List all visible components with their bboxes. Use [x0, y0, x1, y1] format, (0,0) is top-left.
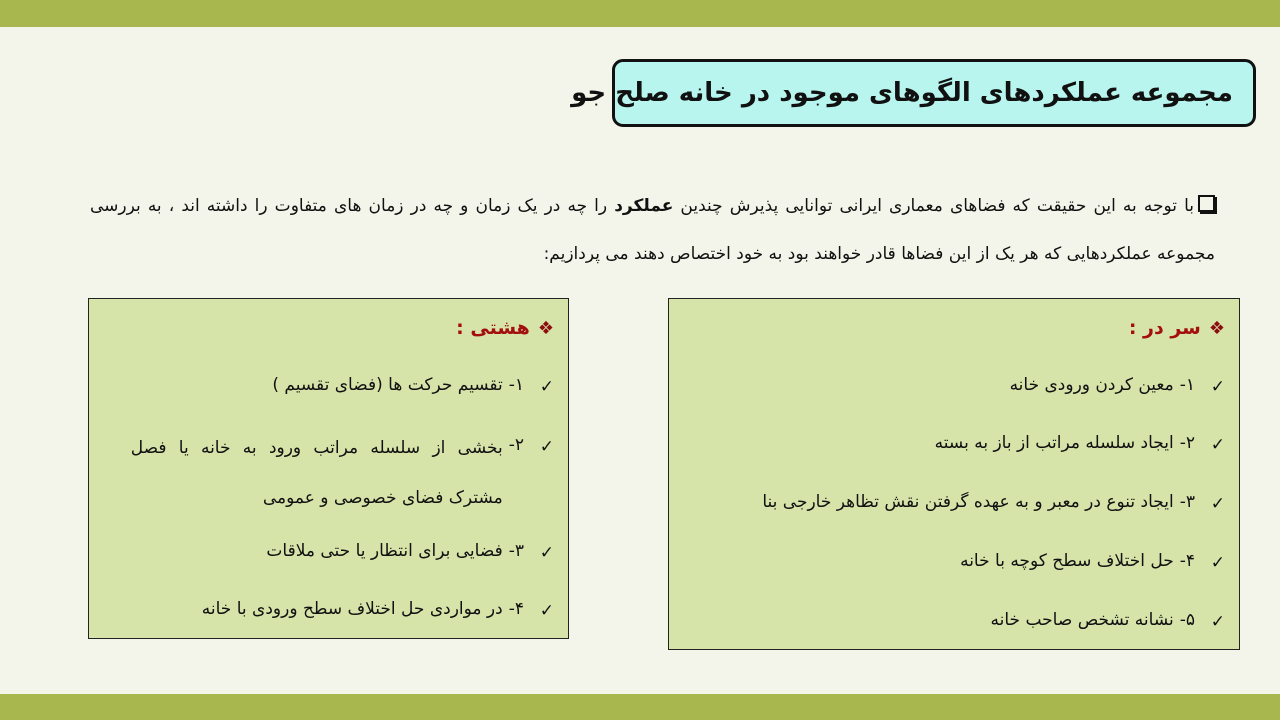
- item-number: ۴-: [1179, 551, 1195, 571]
- square-bullet-icon: [1198, 195, 1215, 212]
- sardar-item: [991, 610, 1225, 631]
- item-number: ۳-: [508, 541, 524, 561]
- hashti-item: [131, 435, 554, 523]
- check-icon: ✓: [1210, 435, 1225, 455]
- intro-text-start: با توجه به این حقیقت که فضاهای معماری ایرانی توانایی پذیرش چندین: [673, 196, 1194, 216]
- check-icon: ✓: [539, 377, 554, 397]
- check-icon: ✓: [539, 601, 554, 621]
- slide-title: مجموعه عملکردهای الگوهای موجود در خانه صلح جو: [571, 78, 1233, 108]
- sardar-heading: [1129, 317, 1225, 339]
- sardar-item: [935, 433, 1225, 454]
- sardar-item: [762, 492, 1225, 513]
- check-icon: ✓: [539, 437, 554, 457]
- intro-text-end: را چه در یک زمان و چه در زمان های متفاوت را داشته اند ، به بررسی مجموعه عملکردهایی که هر یک از این فضاها قادر خواهند بود به خود اختصاص دهند می پردازیم:: [90, 196, 1215, 264]
- intro-bold-word: عملکرد: [614, 196, 674, 216]
- hashti-heading: [456, 317, 554, 339]
- hashti-item: [202, 599, 554, 620]
- intro-paragraph: [90, 182, 1215, 278]
- hashti-item: [266, 541, 554, 562]
- item-number: ۳-: [1179, 492, 1195, 512]
- item-text: فضایی برای انتظار یا حتی ملاقات: [266, 541, 503, 561]
- item-text: حل اختلاف سطح کوچه با خانه: [960, 551, 1174, 571]
- item-text: تقسیم حرکت ها (فضای تقسیم ): [272, 375, 503, 395]
- check-icon: ✓: [539, 543, 554, 563]
- check-icon: ✓: [1210, 494, 1225, 514]
- item-number: ۵-: [1179, 610, 1195, 630]
- hashti-item: [272, 375, 554, 396]
- check-icon: ✓: [1210, 377, 1225, 397]
- title-box: [571, 59, 1256, 127]
- hashti-heading-text: هشتی :: [456, 317, 530, 339]
- item-text: در مواردی حل اختلاف سطح ورودی با خانه: [201, 599, 503, 619]
- check-icon: ✓: [1210, 612, 1225, 632]
- check-icon: ✓: [1210, 553, 1225, 573]
- sardar-box: [668, 298, 1240, 650]
- sardar-item: [960, 551, 1225, 572]
- item-number: ۲-: [508, 435, 524, 455]
- item-text: نشانه تشخص صاحب خانه: [990, 610, 1174, 630]
- diamond-bullet-icon: ❖: [537, 317, 554, 339]
- top-band: [0, 0, 1280, 27]
- sardar-heading-text: سر در :: [1128, 317, 1201, 339]
- item-number: ۴-: [508, 599, 524, 619]
- item-number: ۱-: [1179, 375, 1195, 395]
- hashti-box: [88, 298, 569, 639]
- item-number: ۱-: [508, 375, 524, 395]
- item-text: ایجاد تنوع در معبر و به عهده گرفتن نقش تظاهر خارجی بنا: [762, 492, 1174, 512]
- sardar-item: [1010, 375, 1225, 396]
- item-text: ایجاد سلسله مراتب از باز به بسته: [934, 433, 1174, 453]
- item-text: معین کردن ورودی خانه: [1009, 375, 1174, 395]
- diamond-bullet-icon: ❖: [1208, 317, 1225, 339]
- item-text: بخشی از سلسله مراتب ورود به خانه یا فصل مشترک فضای خصوصی و عمومی: [130, 438, 503, 508]
- item-number: ۲-: [1179, 433, 1195, 453]
- bottom-band: [0, 694, 1280, 720]
